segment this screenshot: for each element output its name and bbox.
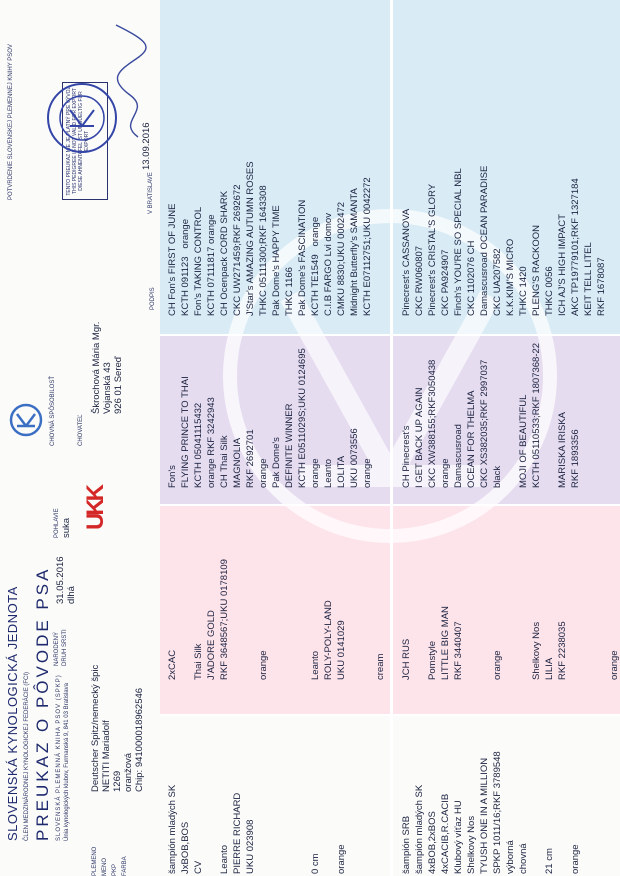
dog-pkp: 1269 bbox=[112, 770, 123, 792]
dam-gen3-line: CKC XW388155;RKF3050438 bbox=[427, 359, 438, 488]
dog-label-color: FARBA bbox=[122, 856, 128, 876]
sire-gen4-line: THKC 05111300;RKF 1643308 bbox=[258, 185, 269, 316]
sire-gen3-line: orange bbox=[258, 458, 269, 488]
dog-chip: Chip: 941000018962546 bbox=[134, 687, 145, 792]
book-name: SLOVENSKÁ PLEMENNÁ KNIHA PSOV (SPKP) bbox=[56, 674, 62, 841]
sire-left-line: 0 cm bbox=[310, 853, 321, 874]
sire-gen3-line: Pak Dome's bbox=[271, 437, 282, 488]
dam-left-line: 21 cm bbox=[544, 848, 555, 874]
sire-gen3-line: Leanto bbox=[323, 458, 334, 488]
place-label: V BRATISLAVE bbox=[148, 172, 154, 214]
sire-gen4-line: C.I.B FARGO Lvi domov bbox=[323, 213, 334, 316]
dam-left-line: TYUSH ONE IN A MILLION bbox=[479, 757, 490, 874]
dam-gen4-line: CKC 1102076 CH bbox=[466, 240, 477, 316]
dog-name: NETITI Mariadolf bbox=[101, 720, 112, 792]
dam-left-line: výborná bbox=[505, 840, 516, 874]
sire-gen2-line: cream bbox=[375, 653, 386, 680]
dam-gen3-line: MOJI OF BEAUTIFUL bbox=[518, 394, 529, 488]
sire-gen4-line: KCTH E07112751;UKU 0042272 bbox=[362, 177, 373, 316]
sire-gen4-line: KCTH TE1549 orange bbox=[310, 216, 321, 316]
uku-logo bbox=[82, 472, 110, 530]
sire-gen3-line: orange bbox=[310, 458, 321, 488]
dam-gen4-line: THKC 0056 bbox=[544, 266, 555, 316]
sire-gen3-line: orange RKF 3242943 bbox=[206, 397, 217, 488]
sire-left-line: Leanto bbox=[219, 844, 230, 874]
dam-gen4-line: CKC RW060807 bbox=[414, 245, 425, 316]
dam-left-line: orange bbox=[570, 844, 581, 874]
breeder-city: 926 01 Sereď bbox=[113, 356, 124, 414]
dam-gen2-line: orange bbox=[609, 650, 620, 680]
sire-gen4-line: Pak Dome's HAPPY TIME bbox=[271, 205, 282, 316]
sire-gen4-line: Fon's TAKING CONTROL bbox=[193, 206, 204, 316]
sire-gen3-line: MAGNOLIA bbox=[232, 437, 243, 488]
dog-label-name: MENO bbox=[102, 858, 108, 876]
sire-gen4-line: CH Ocenpack CORD SHARK bbox=[219, 190, 230, 316]
sire-gen3-line: FLYING PRINCE TO THAI bbox=[180, 376, 191, 488]
dam-left-line: SPKP 1011/16;RKF 3789548 bbox=[492, 751, 503, 874]
dam-left-line: chovná bbox=[518, 843, 529, 874]
dam-gen4-line: Damascusroad OCEAN PARADISE bbox=[479, 165, 490, 316]
sire-left-line: PIERRE RICHARD bbox=[232, 792, 243, 874]
sire-gen2-line: ROLY-POLY-LAND bbox=[323, 600, 334, 680]
sire-left-line: šampión mladých SK bbox=[167, 784, 178, 874]
sign-label: PODPIS bbox=[150, 287, 156, 310]
sire-gen4-line: CMKU 8830;UKU 0002472 bbox=[336, 201, 347, 316]
sex-label: POHLAVIE bbox=[54, 508, 60, 538]
dam-gen2-line: RKF 3440407 bbox=[453, 621, 464, 680]
gen-divider-1 bbox=[160, 714, 620, 716]
sire-gen4-line: THKC 1166 bbox=[284, 267, 295, 316]
dam-gen2-line: LILIA bbox=[544, 657, 555, 680]
dam-gen4-line: ICH AJ'S HIGH IMPACT bbox=[557, 214, 568, 316]
dog-label-pkp: PKP bbox=[112, 863, 118, 876]
dam-gen4-line: K.K.KIM'S MICRO bbox=[505, 238, 516, 316]
sire-gen3-line: orange bbox=[362, 458, 373, 488]
sire-gen2-line: J'ADORE GOLD bbox=[206, 610, 217, 680]
confirm-label: POTVRDENIE SLOVENSKEJ PLEMENNEJ KNIHY PSOV bbox=[8, 44, 14, 200]
dam-gen4-line: CKC UA207582 bbox=[492, 248, 503, 316]
dam-gen2-line: Shelkovy Nos bbox=[531, 621, 542, 680]
dam-gen3-line: orange bbox=[440, 458, 451, 488]
dam-gen3-line: OCEAN FOR THELMA bbox=[466, 390, 477, 488]
sire-gen4-line: CH Fon's FIRST OF JUNE bbox=[167, 203, 178, 316]
fitness-label: CHOVNÁ SPÔSOBILOSŤ bbox=[50, 375, 56, 446]
dam-gen4-line: Finch's YOU'RE SO SPECIAL NBL bbox=[453, 168, 464, 316]
dam-gen4-line: RKF 1678087 bbox=[596, 257, 607, 316]
hair-type: dlhá bbox=[66, 586, 77, 604]
dam-left-line: šampión SRB bbox=[401, 815, 412, 874]
dog-breed: Deutscher Spitz/nemecký špic bbox=[90, 664, 101, 792]
sire-gen4-line: KCTH 091123 orange bbox=[180, 219, 191, 316]
dog-label-breed: PLEMENO bbox=[92, 846, 98, 876]
org-name: SLOVENSKÁ KYNOLOGICKÁ JEDNOTA bbox=[5, 586, 20, 841]
sire-gen4-line: KCTH 07111817 orange bbox=[206, 214, 217, 316]
sire-gen4-line: Pak Dome's FASCINATION bbox=[297, 199, 308, 316]
dam-gen2-line: Pomstyle bbox=[427, 640, 438, 680]
sire-gen4-line: Midnight Butterfly's SAMANTA bbox=[349, 188, 360, 316]
breeder-name: Škrochová Mária Mgr. bbox=[91, 321, 102, 414]
dam-gen4-line: Pinecrest's CRISTAL'S GLORY bbox=[427, 183, 438, 316]
dam-left-line: šampión mladých SK bbox=[414, 784, 425, 874]
sire-gen2-line: UKU 0141029 bbox=[336, 620, 347, 680]
hair-label: DRUH SRSTI bbox=[62, 629, 68, 666]
dam-gen4-line: PLENG'S RACKOON bbox=[531, 224, 542, 316]
dam-gen3-line: I GET BACK UP AGAIN bbox=[414, 387, 425, 488]
dam-gen2-line: orange bbox=[492, 650, 503, 680]
sire-gen3-line: KCTH E0511029S;UKU 0124695 bbox=[297, 348, 308, 488]
sire-gen2-line: RKF 3648567;UKU 0178109 bbox=[219, 559, 230, 680]
sire-gen2-line: Leanto bbox=[310, 650, 321, 680]
dam-gen3-line: Damascusroad bbox=[453, 424, 464, 488]
skj-logo-icon bbox=[8, 402, 44, 438]
sex-value: suka bbox=[61, 517, 72, 538]
document-title: PREUKAZ O PÔVODE PSA bbox=[33, 566, 52, 841]
uku-logo-text: UKK bbox=[82, 487, 109, 530]
sire-gen3-line: KCTH 05041115432 bbox=[193, 402, 204, 488]
dam-gen2-line: JCH RUS bbox=[401, 638, 412, 680]
sire-gen4-line: CKC UW271459;RKF 2692672 bbox=[232, 184, 243, 316]
born-date: 31.05.2016 bbox=[55, 556, 66, 604]
dam-gen2-line: RKF 2238035 bbox=[557, 621, 568, 680]
sire-left-line: UKU 023908 bbox=[245, 819, 256, 874]
dam-gen3-line: CKC XS382035;RKF 2997037 bbox=[479, 359, 490, 488]
sire-gen3-line: DEFINITE WINNER bbox=[284, 403, 295, 488]
dam-left-line: 4xCACIB,R.CACIB bbox=[440, 793, 451, 874]
dog-color: oranžová bbox=[123, 752, 134, 792]
dam-gen3-line: KCTH 05110533;RKF 1807368-22 bbox=[531, 342, 542, 488]
dam-gen3-line: RKF 1893356 bbox=[570, 429, 581, 488]
dam-gen4-line: AKC TP19779101;RKF 1327184 bbox=[570, 178, 581, 316]
dam-gen3-line: MARISKA IRISKA bbox=[557, 411, 568, 488]
sire-left-line: CV bbox=[193, 860, 204, 874]
sire-gen3-line: CH Thai Silk bbox=[219, 435, 230, 488]
sire-gen3-line: RKF 2692701 bbox=[245, 429, 256, 488]
sire-gen2-line: Thai Silk bbox=[193, 643, 204, 680]
signature-icon bbox=[108, 21, 156, 141]
dam-gen2-line: LITTLE BIG MAN bbox=[440, 606, 451, 680]
dam-gen4-line: KEIT TELL LITEL bbox=[583, 242, 594, 316]
dam-gen4-line: THKC 1420 bbox=[518, 266, 529, 316]
dam-left-line: Klubový víťaz HU bbox=[453, 800, 464, 874]
dam-left-line: 4xBOB,2xBOS bbox=[427, 811, 438, 874]
book-address: Únia kynologických klubov, Furmanská 9, 841 03 Bratislava bbox=[64, 683, 70, 841]
breeder-street: Vojanská 43 bbox=[102, 362, 113, 414]
dam-left-line: Shelkovy Nos bbox=[466, 815, 477, 874]
org-subtitle: ČLEN MEDZINÁRODNEJ KYNOLOGICKEJ FEDERÁCIE (FCI) bbox=[24, 671, 30, 841]
sire-gen2-line: orange bbox=[258, 650, 269, 680]
issue-date: 13.09.2016 bbox=[141, 122, 152, 170]
dam-gen4-line: Pinecrest's CASSANOVA bbox=[401, 208, 412, 316]
sire-left-line: orange bbox=[336, 844, 347, 874]
dam-gen4-line: CKC PA924907 bbox=[440, 249, 451, 316]
sire-gen3-line: Fon's bbox=[167, 465, 178, 488]
export-stamp-text: TENTO PREUKAZ NIE JE PLATNÝ PRE VÝVOZ THIS PEDIGREE IS NOT VALID FOR EXPORT DIESE AHNENTAFEL IST UNGUELTIG FÜR EXPORT bbox=[66, 86, 90, 196]
born-label: NARODENÝ bbox=[54, 631, 60, 666]
breeder-label: CHOVATEĽ bbox=[78, 414, 84, 446]
sire-gen2-line: 2xCAC bbox=[167, 649, 178, 680]
sire-gen3-line: LOLITA bbox=[336, 455, 347, 488]
dam-gen3-line: CH Pinecrest's bbox=[401, 425, 412, 488]
sire-gen4-line: J'Star's AMAZING AUTUMN ROSES bbox=[245, 161, 256, 316]
sire-gen3-line: UKU 0073556 bbox=[349, 428, 360, 488]
sire-left-line: JxBOB,BOS bbox=[180, 821, 191, 874]
dam-gen3-line: black bbox=[492, 465, 503, 488]
